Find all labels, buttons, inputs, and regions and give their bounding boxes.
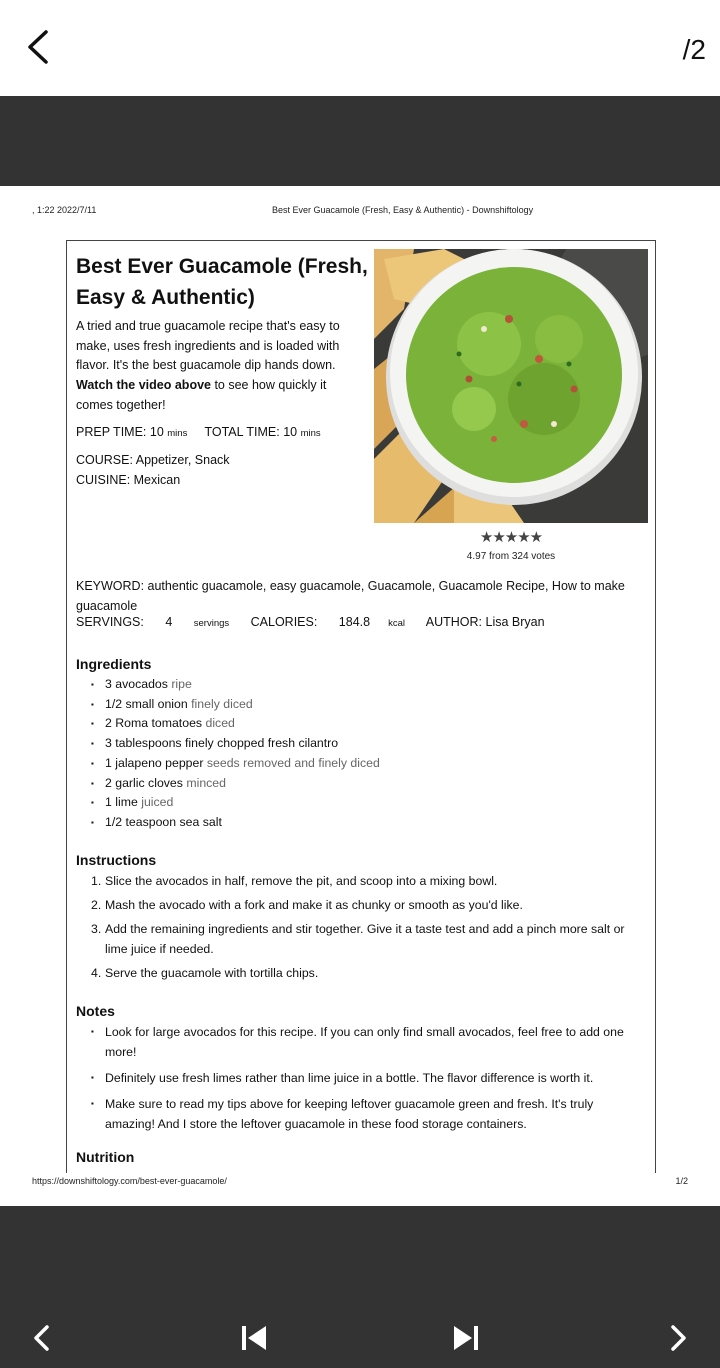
total-time: TOTAL TIME: 10 mins (204, 425, 321, 439)
print-footer-url: https://downshiftology.com/best-ever-guacamole/ (32, 1176, 227, 1186)
prev-page-icon[interactable] (20, 1316, 64, 1360)
ingredient-item: ▪ 1/2 small onion finely diced (76, 695, 636, 715)
recipe-keywords: KEYWORD: authentic guacamole, easy guacamole, Guacamole, Guacamole Recipe, How to make guacamole (76, 579, 625, 613)
desc-video-link: Watch the video above (76, 378, 211, 393)
calories: CALORIES: 184.8 kcal (250, 615, 405, 629)
recipe-times (76, 425, 321, 439)
notes-heading: Notes (76, 1003, 115, 1019)
instruction-step: 3. Add the remaining ingredients and stir together. Give it a taste test and add a pinch more salt or lime juice if needed. (91, 922, 625, 956)
last-page-icon[interactable] (444, 1316, 488, 1360)
viewer-top-bar (0, 0, 720, 96)
ingredient-item: ▪ 2 Roma tomatoes diced (76, 714, 636, 734)
notes-list (76, 1022, 646, 1140)
desc-intro: A tried and true guacamole recipe that's easy to make, uses fresh ingredients and is loaded with flavor. It's the best guacamole dip hands down. (76, 319, 340, 373)
instructions-heading: Instructions (76, 852, 157, 868)
nutrition-heading: Nutrition (76, 1149, 135, 1165)
recipe-card (66, 240, 656, 1173)
ingredient-item: ▪ 1/2 teaspoon sea salt (76, 813, 636, 833)
ingredients-list (76, 675, 636, 833)
note-item: ▪ Definitely use fresh limes rather than lime juice in a bottle. The flavor difference is worth it. (76, 1068, 646, 1088)
print-header-title: Best Ever Guacamole (Fresh, Easy & Authentic) - Downshiftology (272, 205, 534, 215)
document-page (0, 186, 720, 1206)
print-footer-page: 1/2 (675, 1176, 688, 1186)
next-page-icon[interactable] (656, 1316, 700, 1360)
ingredient-item: ▪ 2 garlic cloves minced (76, 774, 636, 794)
instructions-list (76, 871, 646, 987)
desc-tail: to see how quickly it comes together! (76, 378, 327, 412)
print-timestamp: , 1:22 2022/7/11 (32, 205, 97, 215)
ingredient-item: ▪ 1 jalapeno pepper seeds removed and finely diced (76, 754, 636, 774)
guacamole-photo (374, 249, 648, 523)
rating-stars: ★★★★★ (479, 529, 543, 546)
recipe-meta (76, 615, 563, 629)
note-item: ▪ Make sure to read my tips above for keeping leftover guacamole green and fresh. It's truly amazing! And I store the leftover guacamole in these food storage containers. (76, 1094, 646, 1134)
first-page-icon[interactable] (232, 1316, 276, 1360)
ingredient-item: ▪ 3 tablespoons finely chopped fresh cilantro (76, 734, 636, 754)
instruction-step: 2. Mash the avocado with a fork and make it as chunky or smooth as you'd like. (91, 898, 523, 912)
rating-votes: 4.97 from 324 votes (466, 551, 556, 562)
back-icon[interactable] (22, 24, 62, 72)
page-count: /2 (682, 34, 706, 65)
ingredient-item: ▪ 3 avocados ripe (76, 675, 636, 695)
viewer-top-band (0, 96, 720, 186)
author: AUTHOR: Lisa Bryan (425, 615, 545, 629)
ingredients-heading: Ingredients (76, 656, 152, 672)
recipe-course-cuisine (76, 450, 230, 490)
note-item: ▪ Look for large avocados for this recipe. If you can only find small avocados, feel free to add one more! (76, 1022, 646, 1062)
servings: SERVINGS: 4 servings (76, 615, 230, 629)
recipe-title: Best Ever Guacamole (Fresh, Easy & Authentic) (76, 255, 368, 309)
course: COURSE: Appetizer, Snack (76, 453, 230, 467)
viewer-bottom-bar (0, 1206, 720, 1368)
cuisine: CUISINE: Mexican (76, 473, 181, 487)
instruction-step: 1. Slice the avocados in half, remove the pit, and scoop into a mixing bowl. (91, 874, 498, 888)
recipe-description (76, 317, 366, 416)
instruction-step: 4. Serve the guacamole with tortilla chips. (91, 966, 319, 980)
prep-time: PREP TIME: 10 mins (76, 425, 188, 439)
ingredient-item: ▪ 1 lime juiced (76, 793, 636, 813)
